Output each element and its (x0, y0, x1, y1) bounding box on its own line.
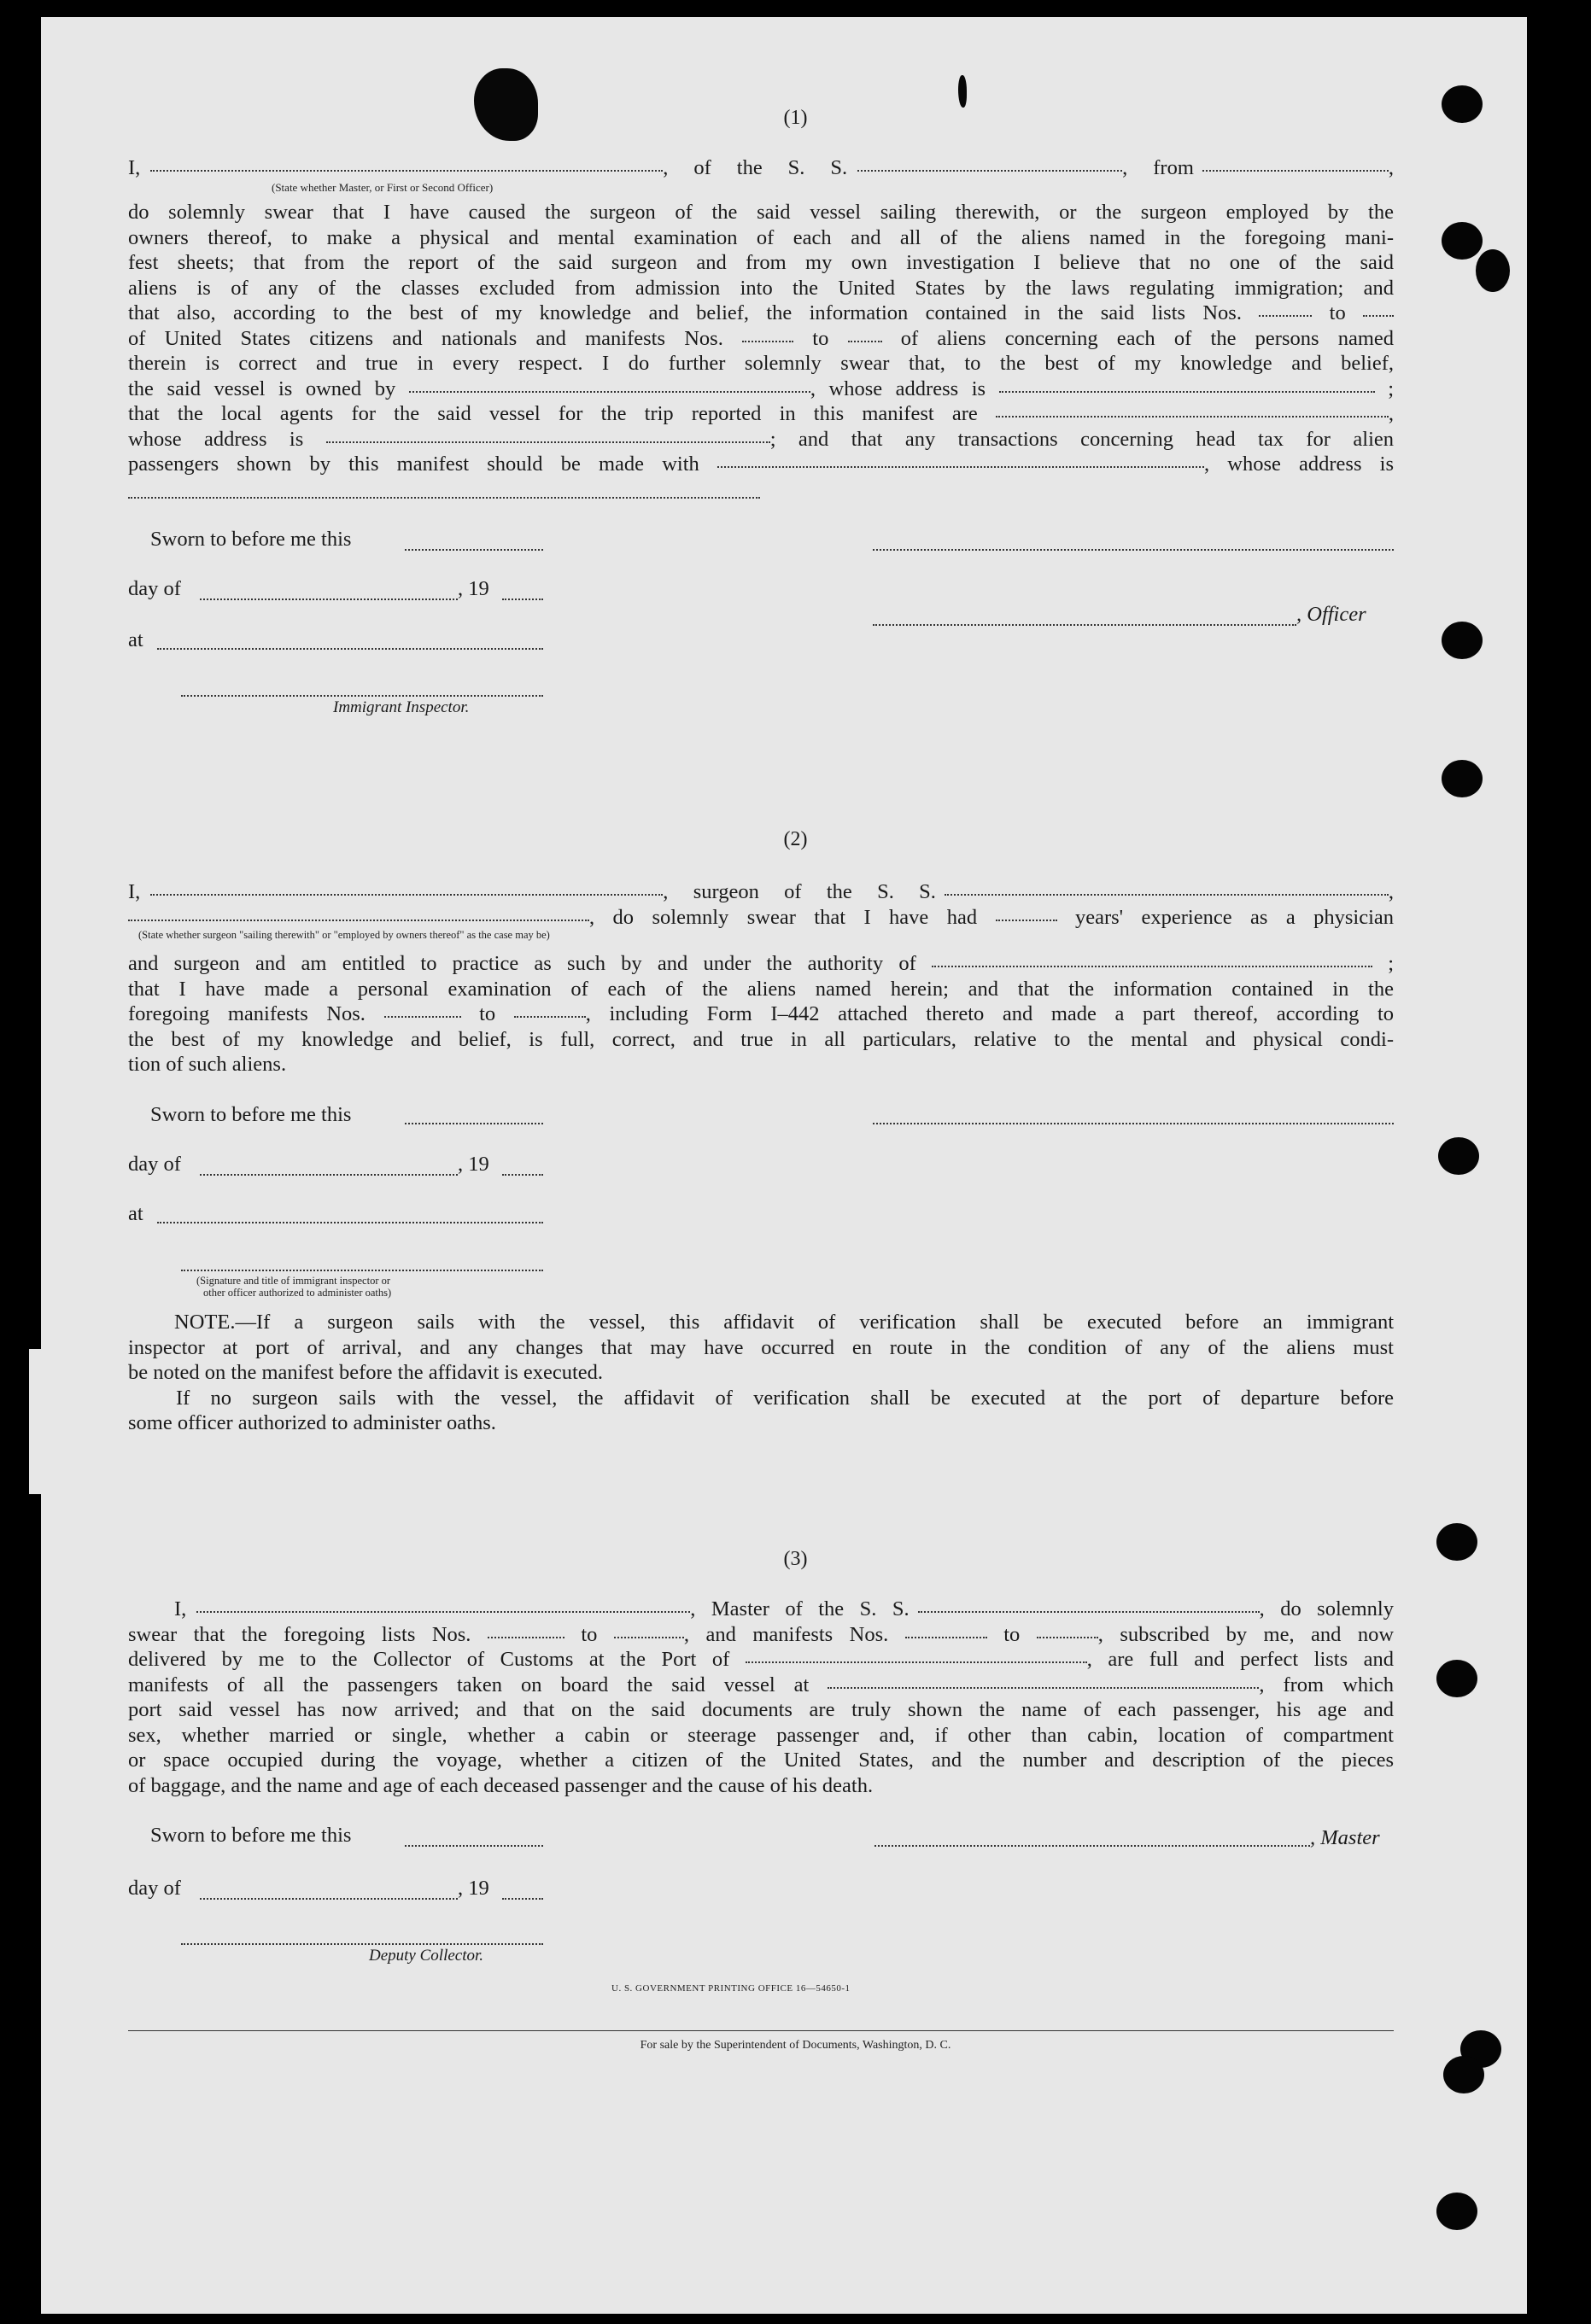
section2-first-lines: I, , surgeon of the S. S. , , do solemnly swear that I have had years' experience as a physician (128, 880, 1395, 929)
day-field[interactable] (200, 599, 458, 600)
at-field[interactable] (157, 1222, 543, 1223)
inspector-label: Immigrant Inspector. (333, 698, 470, 716)
day-of-label: day of (128, 1877, 181, 1900)
section-number: (1) (783, 107, 808, 129)
section3-body: I, , Master of the S. S. , do solemnly swear that the foregoing lists Nos. to , and manifests Nos. to , subscribed by me, and now delivered by me to the Collector of Customs at the Port of , are full and perfect lists and manifests of all the passengers taken on board the said vessel at , from which port said vessel has now arrived; and that on the said documents are truly shown the name of each passenger, his age and sex, whether married or single, whether a cabin or steerage passenger and, if other than cabin, location of compartment or space occupied during the voyage, whether a citizen of the United States, and the number and description of the pieces of baggage, and the name and age of each deceased passenger and the cause of his death. (128, 1597, 1395, 1797)
binder-hole (1436, 1660, 1477, 1697)
officer-label: , Officer (1296, 603, 1366, 626)
officer-note: (State whether Master, or First or Second Officer) (272, 181, 494, 194)
sworn-field[interactable] (405, 1123, 543, 1124)
sworn-label: Sworn to before me this (150, 528, 352, 551)
binder-hole (1442, 622, 1483, 659)
binder-hole (1443, 2056, 1484, 2093)
section-number: (3) (783, 1548, 808, 1570)
surgeon-note: (State whether surgeon "sailing therewith" or "employed by owners thereof" as the case may be) (138, 929, 550, 941)
inspector-signature-line[interactable] (181, 1270, 543, 1271)
at-label: at (128, 1202, 143, 1225)
collector-label: Deputy Collector. (369, 1947, 484, 1965)
at-field[interactable] (157, 648, 543, 650)
year-label: , 19 (458, 1153, 489, 1176)
year-label: , 19 (458, 1877, 489, 1900)
day-field[interactable] (200, 1898, 458, 1900)
at-label: at (128, 628, 143, 651)
signature-note: (Signature and title of immigrant inspector or other officer authorized to administer oaths) (196, 1275, 392, 1299)
sale-notice: For sale by the Superintendent of Documents, Washington, D. C. (640, 2039, 951, 2052)
binder-hole (1438, 1137, 1479, 1175)
binder-hole (1476, 249, 1510, 292)
day-field[interactable] (200, 1174, 458, 1176)
day-of-label: day of (128, 577, 181, 600)
binder-hole (1436, 2193, 1477, 2230)
master-label: , Master (1310, 1826, 1380, 1849)
section1-first-line: I, , of the S. S. , from , (128, 156, 1395, 179)
sworn-field[interactable] (405, 1845, 543, 1847)
section2-body: and surgeon and am entitled to practice as such by and under the authority of ; that I have made a personal examination of each of the aliens named herein; and that the information contained in the foregoing manifests Nos. to , including Form I–442 attached thereto and made a part thereof, according to the best of my knowledge and belief, is full, correct, and true in all particulars, relative to the mental and physical condi- tion of such aliens. (128, 952, 1395, 1076)
surgeon-signature-line[interactable] (873, 1123, 1394, 1124)
officer-title-line[interactable] (873, 624, 1296, 626)
printing-office-imprint: U. S. GOVERNMENT PRINTING OFFICE 16—54650-1 (611, 1983, 851, 1994)
year-field[interactable] (502, 599, 543, 600)
year-label: , 19 (458, 577, 489, 600)
inspector-signature-line[interactable] (181, 695, 543, 697)
footer-rule (128, 2030, 1394, 2031)
ink-blot (958, 75, 967, 108)
master-signature-line[interactable] (874, 1845, 1310, 1847)
officer-signature-line[interactable] (873, 549, 1394, 551)
binder-hole (1442, 760, 1483, 797)
sworn-label: Sworn to before me this (150, 1824, 352, 1847)
sworn-label: Sworn to before me this (150, 1103, 352, 1126)
collector-signature-line[interactable] (181, 1943, 543, 1945)
continuation-line (128, 497, 760, 499)
year-field[interactable] (502, 1174, 543, 1176)
section2-note: NOTE.—If a surgeon sails with the vessel, this affidavit of verification shall be executed before an immigrant inspector at port of arrival, and any changes that may have occurred en route in the condition of any of the aliens must be noted on the manifest before the affidavit is executed. If no surgeon sails with the vessel, the affidavit of verification shall be executed at the port of departure before some officer authorized to administer oaths. (128, 1311, 1394, 1434)
section-number: (2) (783, 828, 808, 850)
section1-body: do solemnly swear that I have caused the surgeon of the said vessel sailing therewith, or the surgeon employed by the owners thereof, to make a physical and mental examination of each and all of the aliens named in the foregoing mani- fest sheets; that from the report of the said surgeon and from my own investigation I believe that no one of the said aliens is of any of the classes excluded from admission into the United States by the laws regulating immigration; and that also, according to the best of my knowledge and belief, the information contained in the said lists Nos. to of United States citizens and nationals and manifests Nos. to of aliens concerning each of the persons named therein is correct and true in every respect. I do further solemnly swear that, to the best of my knowledge and belief, the said vessel is owned by , whose address is ; that the local agents for the said vessel for the trip reported in this manifest are , whose address is ; and that any transactions concerning head tax for alien passengers shown by this manifest should be made with , whose address is (128, 201, 1395, 476)
sworn-field[interactable] (405, 549, 543, 551)
day-of-label: day of (128, 1153, 181, 1176)
year-field[interactable] (502, 1898, 543, 1900)
binder-hole (1442, 222, 1483, 260)
